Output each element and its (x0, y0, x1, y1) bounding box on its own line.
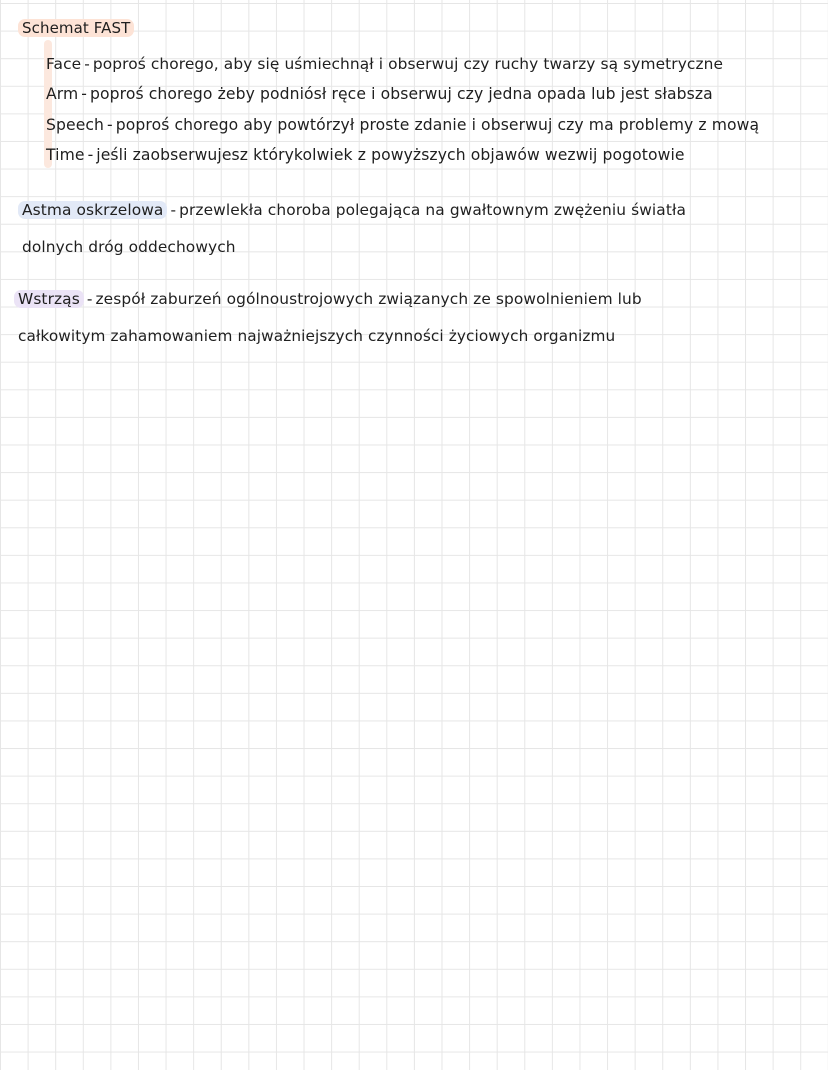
fast-separator: - (107, 116, 113, 134)
fast-item-face (46, 53, 723, 75)
fast-term: Face (46, 55, 82, 73)
fast-item-speech (46, 114, 759, 136)
fast-title-row (18, 17, 134, 39)
fast-term: Arm (46, 85, 79, 103)
fast-title: Schemat FAST (18, 19, 134, 37)
definition-text: zespół zaburzeń ogólnoustrojowych związanych ze spowolnieniem lub (95, 290, 642, 308)
fast-separator: - (81, 85, 88, 103)
definition-shock-line2 (18, 325, 615, 347)
fast-separator: - (87, 146, 94, 164)
definition-text: całkowitym zahamowaniem najważniejszych czynności życiowych organizmu (18, 327, 616, 345)
fast-description: poproś chorego aby powtórzył proste zdanie i obserwuj czy ma problemy z mową (115, 116, 760, 134)
definition-separator: - (86, 290, 93, 308)
fast-description: poproś chorego, aby się uśmiechnął i obserwuj czy ruchy twarzy są symetryczne (92, 55, 724, 73)
fast-term: Time (46, 146, 85, 164)
definition-term-shock: Wstrząs (14, 290, 84, 308)
fast-description: poproś chorego żeby podniósł ręce i obserwuj czy jedna opada lub jest słabsza (90, 85, 713, 103)
definition-shock-line1 (14, 288, 642, 310)
definition-asthma-line2 (22, 236, 236, 258)
fast-item-time (46, 144, 685, 166)
fast-term: Speech (46, 116, 105, 134)
definition-asthma-line1 (18, 199, 686, 221)
definition-separator: - (170, 201, 177, 219)
definition-text: dolnych dróg oddechowych (22, 238, 236, 256)
definition-text: przewlekła choroba polegająca na gwałtownym zwężeniu światła (179, 201, 686, 219)
fast-description: jeśli zaobserwujesz którykolwiek z powyższych objawów wezwij pogotowie (96, 146, 685, 164)
definition-term-asthma: Astma oskrzelowa (18, 201, 167, 219)
fast-separator: - (84, 55, 90, 73)
fast-item-arm (46, 83, 713, 105)
